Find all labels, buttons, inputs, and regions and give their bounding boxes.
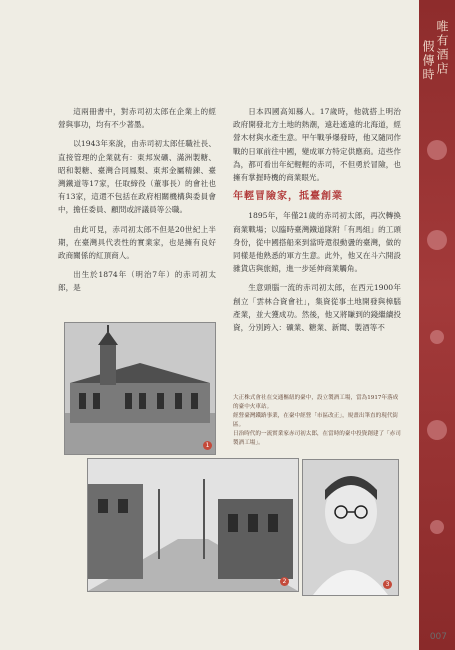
paragraph: 生意頭腦一流的赤司初太郎，在西元1900年創立「雲林合資會社」，集資從事土地開發與樟腦產業，並大獲成功。然後，他又將賺到的錢繼續投資，分別跨入：礦業、糖業、新聞、製酒等不 (233, 283, 401, 333)
portrait-illustration (303, 460, 398, 595)
paragraph: 日本四國高知縣人。17歲時，他就搭上明治政府開發北方土地的熱潮，遠赴遙遠的北海道，經營木材與水產生意。甲午戰爭爆發時，他又隨同作戰的日軍前往中國，變成軍方特定供應商。這些作為，都可看出年紀輕輕的赤司，不但勇於冒險，也擁有掌握時機的商業眼光。 (233, 107, 401, 183)
photo-number-badge: 3 (383, 580, 392, 589)
section-label-2: 假傳時 (421, 40, 435, 82)
left-text-column (58, 105, 216, 301)
decorative-circle-icon (430, 330, 444, 344)
photo-number-badge: 2 (280, 577, 289, 586)
decorative-circle-icon (427, 140, 447, 160)
section-label-1: 唯有酒店 (435, 20, 449, 76)
decorative-circle-icon (427, 230, 447, 250)
caption-1: 大正株式會社在交通樞紐的臺中，設立製酒工場，當為1917年落成的臺中火車站。 (233, 395, 399, 410)
paragraph: 這兩冊書中，對赤司初太郎在企業上的經營與事功，均有不少著墨。 (58, 107, 216, 130)
station-building-illustration (65, 323, 215, 454)
paragraph: 由此可見，赤司初太郎不但是20世紀上半期，在臺灣具代表性的實業家，也是擁有良好政商關係的紅頂商人。 (58, 224, 216, 261)
paragraph: 出生於1874年（明治7年）的赤司初太郎，是 (58, 270, 216, 293)
street-scene-photo (87, 458, 299, 592)
side-decorative-band (419, 0, 455, 650)
decorative-circle-icon (427, 420, 447, 440)
decorative-circle-icon (430, 520, 444, 534)
page-number: 007 (429, 632, 447, 642)
caption-2: 經營臺灣鐵路事業，在臺中經營「市區改正」，規畫出筆直的現代街區。 (233, 413, 399, 428)
section-subheading: 年輕冒險家，抵臺創業 (233, 191, 343, 203)
right-text-column (233, 105, 401, 340)
station-building-photo (64, 322, 216, 455)
photo-captions (233, 394, 401, 448)
photo-number-badge: 1 (203, 441, 212, 450)
portrait-photo (302, 459, 399, 596)
street-scene-illustration (88, 459, 298, 591)
paragraph: 以1943年來說，由赤司初太郎任職社長、直接管理的企業就有：東邦炭礦、滿洲製糖、昭和製糖、臺灣合同鳳梨、東邦金屬精錬、臺灣鐵道等17家，任取締役（董事長）的會社也有13家，這還不包括在政府相關機構與委員會中，擔任委員、顧問或評議員等公職。 (58, 139, 216, 215)
paragraph: 1895年，年僅21歲的赤司初太郎，再次轉換商業戰場；以臨時臺灣鐵道隊附「有馬組」的工頭身份，從中國搭船來到當時還很動盪的臺灣，做的同樣是他熟悉的軍方生意。此外，他又在斗六開設雜貨店與旅館，進一步延伸商業觸角。 (233, 211, 401, 274)
caption-3: 日治時代的一流實業家赤司初太郎，在當時的臺中投資創建了「赤司製酒工場」。 (233, 431, 401, 446)
